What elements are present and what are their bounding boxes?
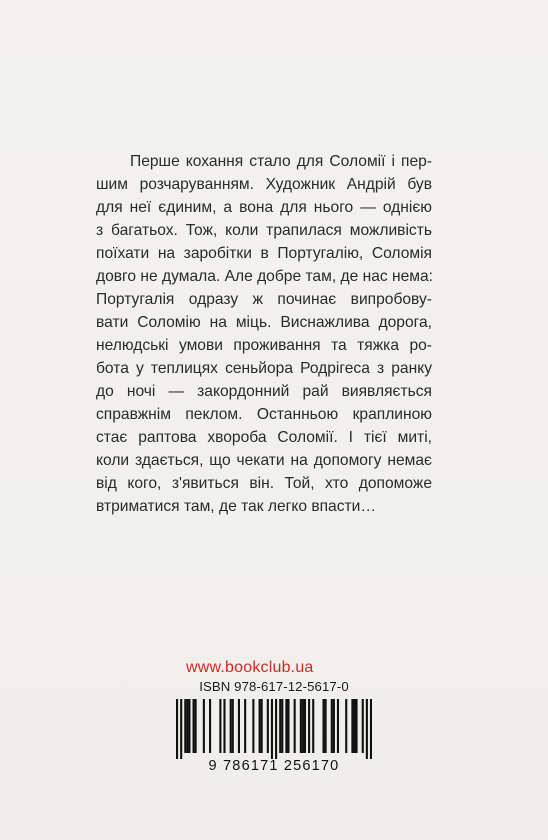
blurb-line: стає раптова хвороба Соломії. І тієї миті, (96, 429, 432, 446)
barcode-bar (287, 699, 289, 753)
barcode-bar (325, 699, 327, 753)
blurb-line: Перше кохання стало для Соломії і пер- (130, 153, 432, 170)
blurb-line: нелюдські умови проживання та тяжка ро- (96, 337, 432, 354)
barcode-bar (195, 699, 197, 753)
barcode-block (172, 679, 376, 777)
barcode-bar (285, 699, 287, 753)
barcode-bar (186, 699, 188, 753)
barcode-bar (302, 699, 304, 753)
barcode-bar (333, 699, 335, 753)
blurb-line: для неї єдиним, а вона для нього — однією (96, 199, 432, 216)
barcode-bar (308, 699, 310, 753)
barcode-bar (203, 699, 205, 753)
blurb-line: від кого, з'явиться він. Той, хто допоможе (96, 475, 432, 492)
barcode-bar (176, 699, 178, 759)
barcode-bar (259, 699, 261, 753)
barcode-bar (322, 699, 324, 753)
barcode-bar (230, 699, 232, 753)
blurb-line: втриматися там, де так легко впасти… (96, 498, 376, 515)
barcode-bar (281, 699, 283, 753)
barcode-bar (345, 699, 347, 753)
publisher-website[interactable]: www.bookclub.ua (186, 659, 314, 676)
barcode-bar (362, 699, 364, 753)
blurb-line: коли здається, що чекати на допомогу немає (96, 452, 432, 469)
blurb-line: до ночі — закордонний рай виявляється (96, 383, 432, 400)
barcode-bar (180, 699, 182, 759)
blurb-line: поїхати на заробітки в Португалію, Соломія (96, 245, 432, 262)
barcode-icon (176, 699, 372, 759)
blurb-line: з багатьох. Тож, коли трапилася можливість (96, 222, 432, 239)
blurb-text (96, 150, 432, 518)
blurb-line: Португалія одразу ж починає випробову- (96, 291, 432, 308)
barcode-bar (304, 699, 306, 753)
barcode-bar (244, 699, 246, 753)
barcode-bar (366, 699, 368, 759)
barcode-bar (279, 699, 281, 753)
barcode-bar (267, 699, 269, 753)
blurb-line: шим розчаруванням. Художник Андрій був (96, 176, 432, 193)
barcode-bar (193, 699, 195, 753)
barcode-bar (351, 699, 353, 753)
barcode-bar (353, 699, 355, 753)
barcode-bar (312, 699, 314, 753)
isbn-label: ISBN 978-617-12-5617-0 (199, 679, 349, 694)
barcode-bar (370, 699, 372, 759)
barcode-digits: 9 786171 256170 (208, 758, 340, 774)
blurb-line: довго не думала. Але добре там, де нас нема: (96, 268, 434, 285)
barcode-bar (337, 699, 339, 753)
barcode-bar (238, 699, 240, 753)
barcode-bar (184, 699, 186, 753)
barcode-bar (300, 699, 302, 753)
barcode-bar (275, 699, 277, 759)
barcode-bar (261, 699, 263, 753)
barcode-bar (209, 699, 211, 753)
barcode-bar (232, 699, 234, 753)
barcode-bar (188, 699, 190, 753)
barcode-bar (223, 699, 225, 753)
blurb-line: бота у теплицях сеньйора Родрігеса з ранку (96, 360, 432, 377)
barcode-bar (252, 699, 254, 753)
barcode-bar (355, 699, 357, 753)
barcode-bar (271, 699, 273, 759)
barcode-bar (294, 699, 296, 753)
barcode-bar (331, 699, 333, 753)
barcode-bar (219, 699, 221, 753)
blurb-line: вати Соломію на міць. Виснажлива дорога, (96, 314, 432, 331)
blurb-line: справжнім пеклом. Останньою краплиною (96, 406, 432, 423)
